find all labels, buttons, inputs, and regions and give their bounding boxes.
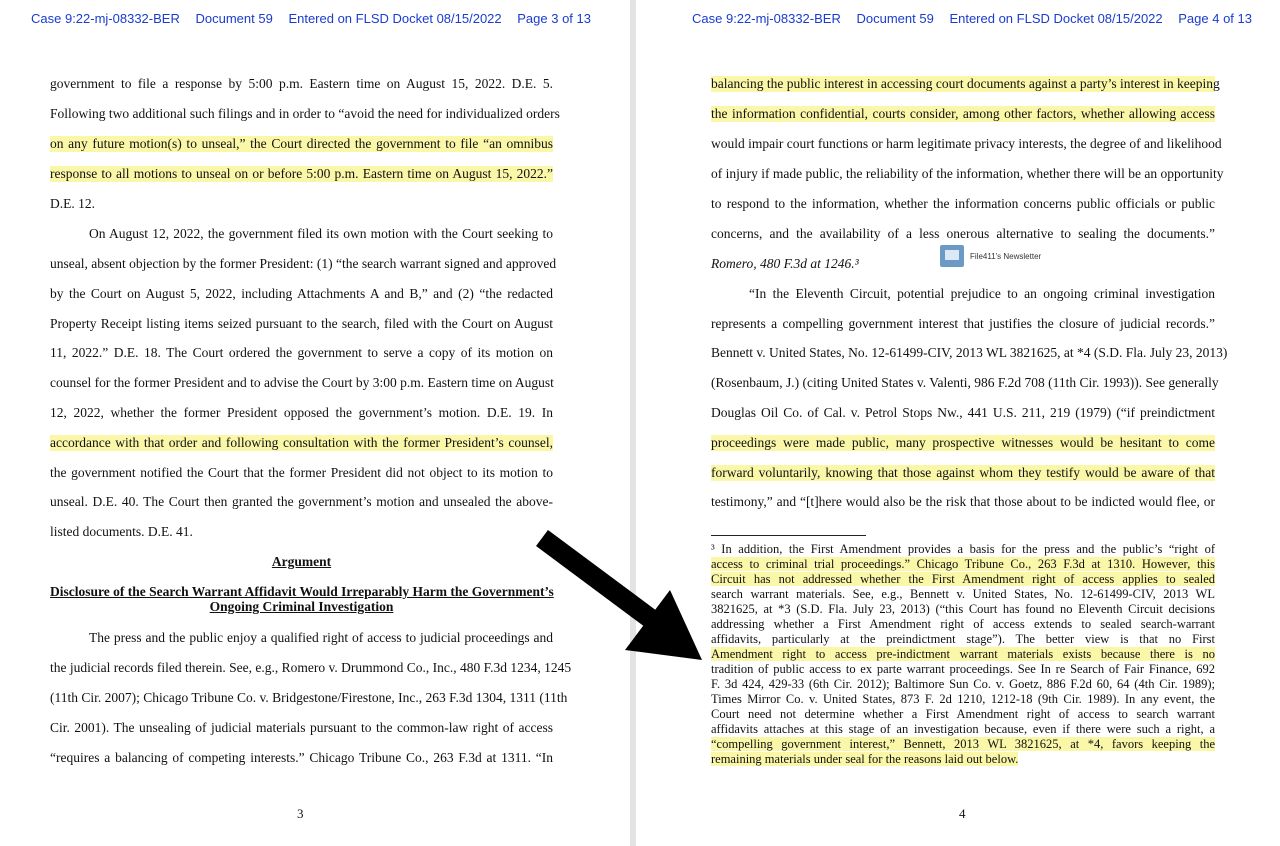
footnote-line: Court need not determine whether a First Amendment right of access to search warrant <box>711 707 1215 721</box>
body-line: by the Court on August 5, 2022, including Attachments A and B,” and (2) “the redacted <box>50 286 553 301</box>
docket-entry: Entered on FLSD Docket 08/15/2022 <box>949 11 1163 26</box>
body-line: On August 12, 2022, the government filed its own motion with the Court seeking to <box>89 226 553 241</box>
body-line: the government notified the Court that the former President did not object to its motion to <box>50 465 553 480</box>
body-line: “requires a balancing of competing interests.” Chicago Tribune Co., 263 F.3d at 1311. “In <box>50 750 553 765</box>
document-number: Document 59 <box>195 11 273 26</box>
footnote-line: ³ In addition, the First Amendment provides a basis for the press and the public’s “right of <box>711 542 1215 556</box>
body-line-highlighted: the information confidential, courts consider, among other factors, whether allowing access <box>711 106 1215 121</box>
body-line: testimony,” and “[t]here would also be the risk that those about to be indicted would flee, or <box>711 494 1215 509</box>
footnote-line: Amendment right to access pre-indictment warrant materials exists because there is no <box>711 647 1215 661</box>
document-page-3 <box>0 0 630 846</box>
newsletter-label: File411's Newsletter <box>970 251 1042 261</box>
page-header <box>31 11 603 26</box>
body-line: Romero, 480 F.3d at 1246.³ <box>711 256 859 271</box>
body-line: concerns, and the availability of a less onerous alternative to sealing the documents.” <box>711 226 1215 241</box>
newsletter-badge[interactable] <box>936 243 1045 269</box>
body-line: government to file a response by 5:00 p.m. Eastern time on August 15, 2022. D.E. 5. <box>50 76 553 91</box>
body-line-highlighted: accordance with that order and following consultation with the former President’s counsel, <box>50 435 553 450</box>
body-line: unseal. D.E. 40. The Court then granted the government’s motion and unsealed the above- <box>50 494 553 509</box>
footnote-line: addressing whether a First Amendment right of access extends to sealed search-warrant <box>711 617 1215 631</box>
footnote-line: Times Mirror Co. v. United States, 873 F. 2d 1210, 1212-18 (9th Cir. 1989). In any event, the <box>711 692 1215 706</box>
body-line-highlighted: proceedings were made public, many prospective witnesses would be hesitant to come <box>711 435 1215 450</box>
body-line: Cir. 2001). The unsealing of judicial materials pursuant to the common-law right of access <box>50 720 553 735</box>
footnote-line: affidavits, particularly at the preindictment stage”). The better view is that no First <box>711 632 1215 646</box>
body-line: D.E. 12. <box>50 196 95 211</box>
page-header <box>692 11 1264 26</box>
body-line: to respond to the information, whether the information concerns public officials or public <box>711 196 1215 211</box>
case-number: Case 9:22-mj-08332-BER <box>692 11 841 26</box>
body-line: counsel for the former President and to advise the Court by 3:00 p.m. Eastern time on August <box>50 375 554 390</box>
body-line-highlighted: balancing the public interest in accessing court documents against a party’s interest in keeping <box>711 76 1220 91</box>
body-line: (11th Cir. 2007); Chicago Tribune Co. v. Bridgestone/Firestone, Inc., 263 F.3d 1304, 1311 (11th <box>50 690 568 705</box>
body-line-text: Following two additional such filings and in order to “avoid the need for individualized orders <box>50 106 560 121</box>
annotation-arrow-icon <box>530 530 715 670</box>
page-count: Page 4 of 13 <box>1178 11 1252 26</box>
document-number: Document 59 <box>856 11 934 26</box>
body-line: Bennett v. United States, No. 12-61499-CIV, 2013 WL 3821625, at *4 (S.D. Fla. July 23, 2013) <box>711 345 1228 360</box>
footnote-rule <box>711 535 866 536</box>
body-line: “In the Eleventh Circuit, potential prejudice to an ongoing criminal investigation <box>749 286 1215 301</box>
docket-entry: Entered on FLSD Docket 08/15/2022 <box>288 11 502 26</box>
document-page-4 <box>636 0 1280 846</box>
body-line: listed documents. D.E. 41. <box>50 524 193 539</box>
page-number: 3 <box>297 806 304 821</box>
footnote-line: affidavits attaches at this stage of an investigation because, even if there were such a right, a <box>711 722 1215 736</box>
footnote-line: remaining materials under seal for the reasons laid out below. <box>711 752 1019 766</box>
footnote-line: search warrant materials. See, e.g., Bennett v. United States, No. 12-61499-CIV, 2013 WL <box>711 587 1215 601</box>
footnote-line: F. 3d 424, 429-33 (6th Cir. 2012); Baltimore Sun Co. v. Goetz, 886 F.2d 60, 64 (4th Cir. 1989); <box>711 677 1215 691</box>
footnote-line: Circuit has not addressed whether the First Amendment right of access applies to sealed <box>711 572 1215 586</box>
footnote-line: “compelling government interest,” Bennett, 2013 WL 3821625, at *4, favors keeping the <box>711 737 1215 751</box>
page-number: 4 <box>959 806 966 821</box>
body-line-highlighted: on any future motion(s) to unseal,” the Court directed the government to file “an omnibus <box>50 136 553 151</box>
body-line-highlighted: forward voluntarily, knowing that those against whom they testify would be aware of that <box>711 465 1215 480</box>
body-line-highlighted: response to all motions to unseal on or before 5:00 p.m. Eastern time on August 15, 2022.” <box>50 166 553 181</box>
body-line: represents a compelling government interest that justifies the closure of judicial records.” <box>711 316 1215 331</box>
page-count: Page 3 of 13 <box>517 11 591 26</box>
body-line <box>50 106 560 122</box>
body-line: would impair court functions or harm legitimate privacy interests, the degree of and likelihood <box>711 136 1222 151</box>
section-subheading: Disclosure of the Search Warrant Affidavit Would Irreparably Harm the Government’s <box>50 584 554 599</box>
case-number: Case 9:22-mj-08332-BER <box>31 11 180 26</box>
body-line: Property Receipt listing items seized pursuant to the search, filed with the Court on August <box>50 316 553 331</box>
newsletter-icon <box>940 245 964 267</box>
footnote-line: tradition of public access to ex parte warrant proceedings. See In re Search of Fair Finance, 692 <box>711 662 1215 676</box>
body-line: unseal, absent objection by the former President: (1) “the search warrant signed and approved <box>50 256 557 271</box>
body-line: Douglas Oil Co. of Cal. v. Petrol Stops Nw., 441 U.S. 211, 219 (1979) (“if preindictment <box>711 405 1215 420</box>
footnote-line: access to criminal trial proceedings.” Chicago Tribune Co., 263 F.3d at 1310. However, this <box>711 557 1215 571</box>
body-line: The press and the public enjoy a qualified right of access to judicial proceedings and <box>89 630 553 645</box>
body-line: of injury if made public, the reliability of the information, whether there will be an opportunity <box>711 166 1224 181</box>
body-line: the judicial records filed therein. See, e.g., Romero v. Drummond Co., Inc., 480 F.3d 1234, 1245 <box>50 660 572 675</box>
body-line: 11, 2022.” D.E. 18. The Court ordered the government to serve a copy of its motion on <box>50 345 553 360</box>
section-subheading: Ongoing Criminal Investigation <box>209 599 394 614</box>
argument-heading: Argument <box>271 554 332 569</box>
body-line: (Rosenbaum, J.) (citing United States v. Valenti, 986 F.2d 708 (11th Cir. 1993)). See generally <box>711 375 1219 390</box>
footnote-line: 3821625, at *3 (S.D. Fla. July 23, 2013) (“this Court has found no Eleventh Circuit decisions <box>711 602 1215 616</box>
body-line: 12, 2022, whether the former President opposed the government’s motion. D.E. 19. In <box>50 405 553 420</box>
